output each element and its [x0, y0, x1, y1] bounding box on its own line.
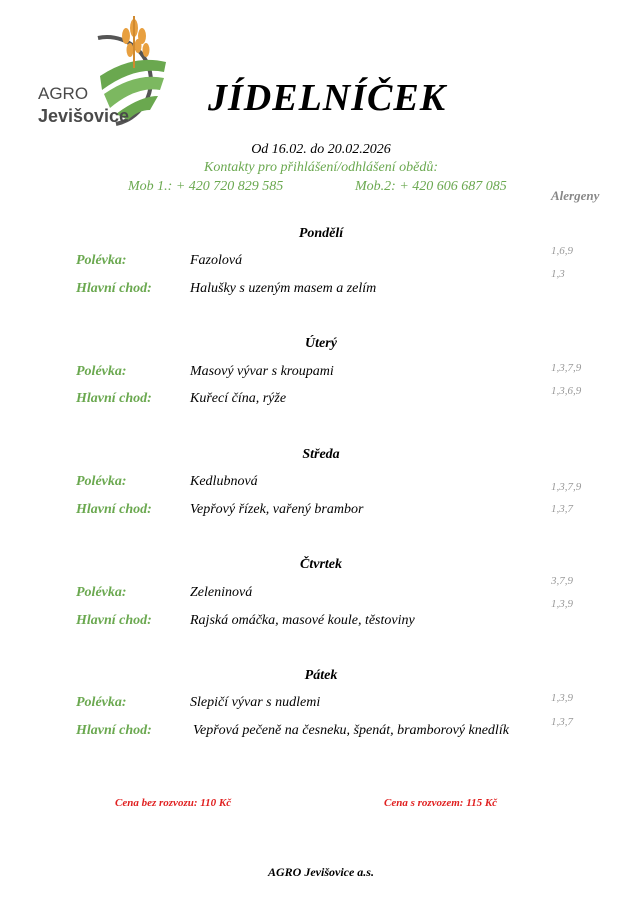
soup-dish: Masový vývar s kroupami [190, 364, 334, 379]
main-dish: Halušky s uzeným masem a zelím [190, 281, 377, 296]
allergen-soup: 1,3,9 [551, 692, 573, 704]
main-dish: Vepřový řízek, vařený brambor [190, 502, 364, 517]
phone-mob2: Mob.2: + 420 606 687 085 [355, 179, 507, 194]
main-label: Hlavní chod: [76, 502, 152, 517]
day-name-friday: Pátek [304, 668, 338, 683]
price-with-delivery: Cena s rozvozem: 115 Kč [384, 797, 498, 809]
allergen-main: 1,3,6,9 [551, 385, 582, 397]
soup-dish: Zeleninová [190, 585, 253, 600]
day-name-monday: Pondělí [298, 226, 344, 241]
page-title: JÍDELNÍČEK [208, 77, 447, 119]
main-label: Hlavní chod: [76, 723, 152, 738]
soup-dish: Kedlubnová [190, 474, 258, 489]
footer-company: AGRO Jevišovice a.s. [268, 865, 374, 879]
logo-text-agro: AGRO [38, 84, 89, 103]
soup-label: Polévka: [76, 364, 127, 379]
soup-label: Polévka: [76, 474, 127, 489]
main-dish: Kuřecí čína, rýže [190, 391, 287, 406]
allergen-soup: 1,3,7,9 [551, 481, 582, 493]
day-name-wednesday: Středa [302, 447, 340, 462]
company-logo [38, 6, 178, 134]
allergens-header: Alergeny [551, 188, 600, 203]
contact-title: Kontakty pro přihlášení/odhlášení obědů: [204, 160, 438, 175]
soup-label: Polévka: [76, 695, 127, 710]
day-name-thursday: Čtvrtek [300, 557, 342, 572]
allergen-main: 1,3 [551, 268, 565, 280]
date-range: Od 16.02. do 20.02.2026 [251, 142, 391, 157]
allergen-main: 1,3,7 [551, 716, 573, 728]
day-name-tuesday: Úterý [305, 336, 337, 351]
phone-mob1: Mob 1.: + 420 720 829 585 [128, 179, 284, 194]
soup-dish: Slepičí vývar s nudlemi [190, 695, 321, 710]
allergen-main: 1,3,7 [551, 503, 573, 515]
soup-label: Polévka: [76, 253, 127, 268]
soup-label: Polévka: [76, 585, 127, 600]
allergen-soup: 1,6,9 [551, 245, 573, 257]
allergen-soup: 3,7,9 [551, 575, 573, 587]
soup-dish: Fazolová [190, 253, 243, 268]
main-dish: Rajská omáčka, masové koule, těstoviny [190, 613, 415, 628]
allergen-main: 1,3,9 [551, 598, 573, 610]
main-label: Hlavní chod: [76, 391, 152, 406]
allergen-soup: 1,3,7,9 [551, 362, 582, 374]
main-dish: Vepřová pečeně na česneku, špenát, bramborový knedlík [193, 723, 509, 738]
main-label: Hlavní chod: [76, 613, 152, 628]
price-without-delivery: Cena bez rozvozu: 110 Kč [115, 797, 232, 809]
logo-text-jevisovice: Jevišovice [38, 106, 130, 126]
main-label: Hlavní chod: [76, 281, 152, 296]
